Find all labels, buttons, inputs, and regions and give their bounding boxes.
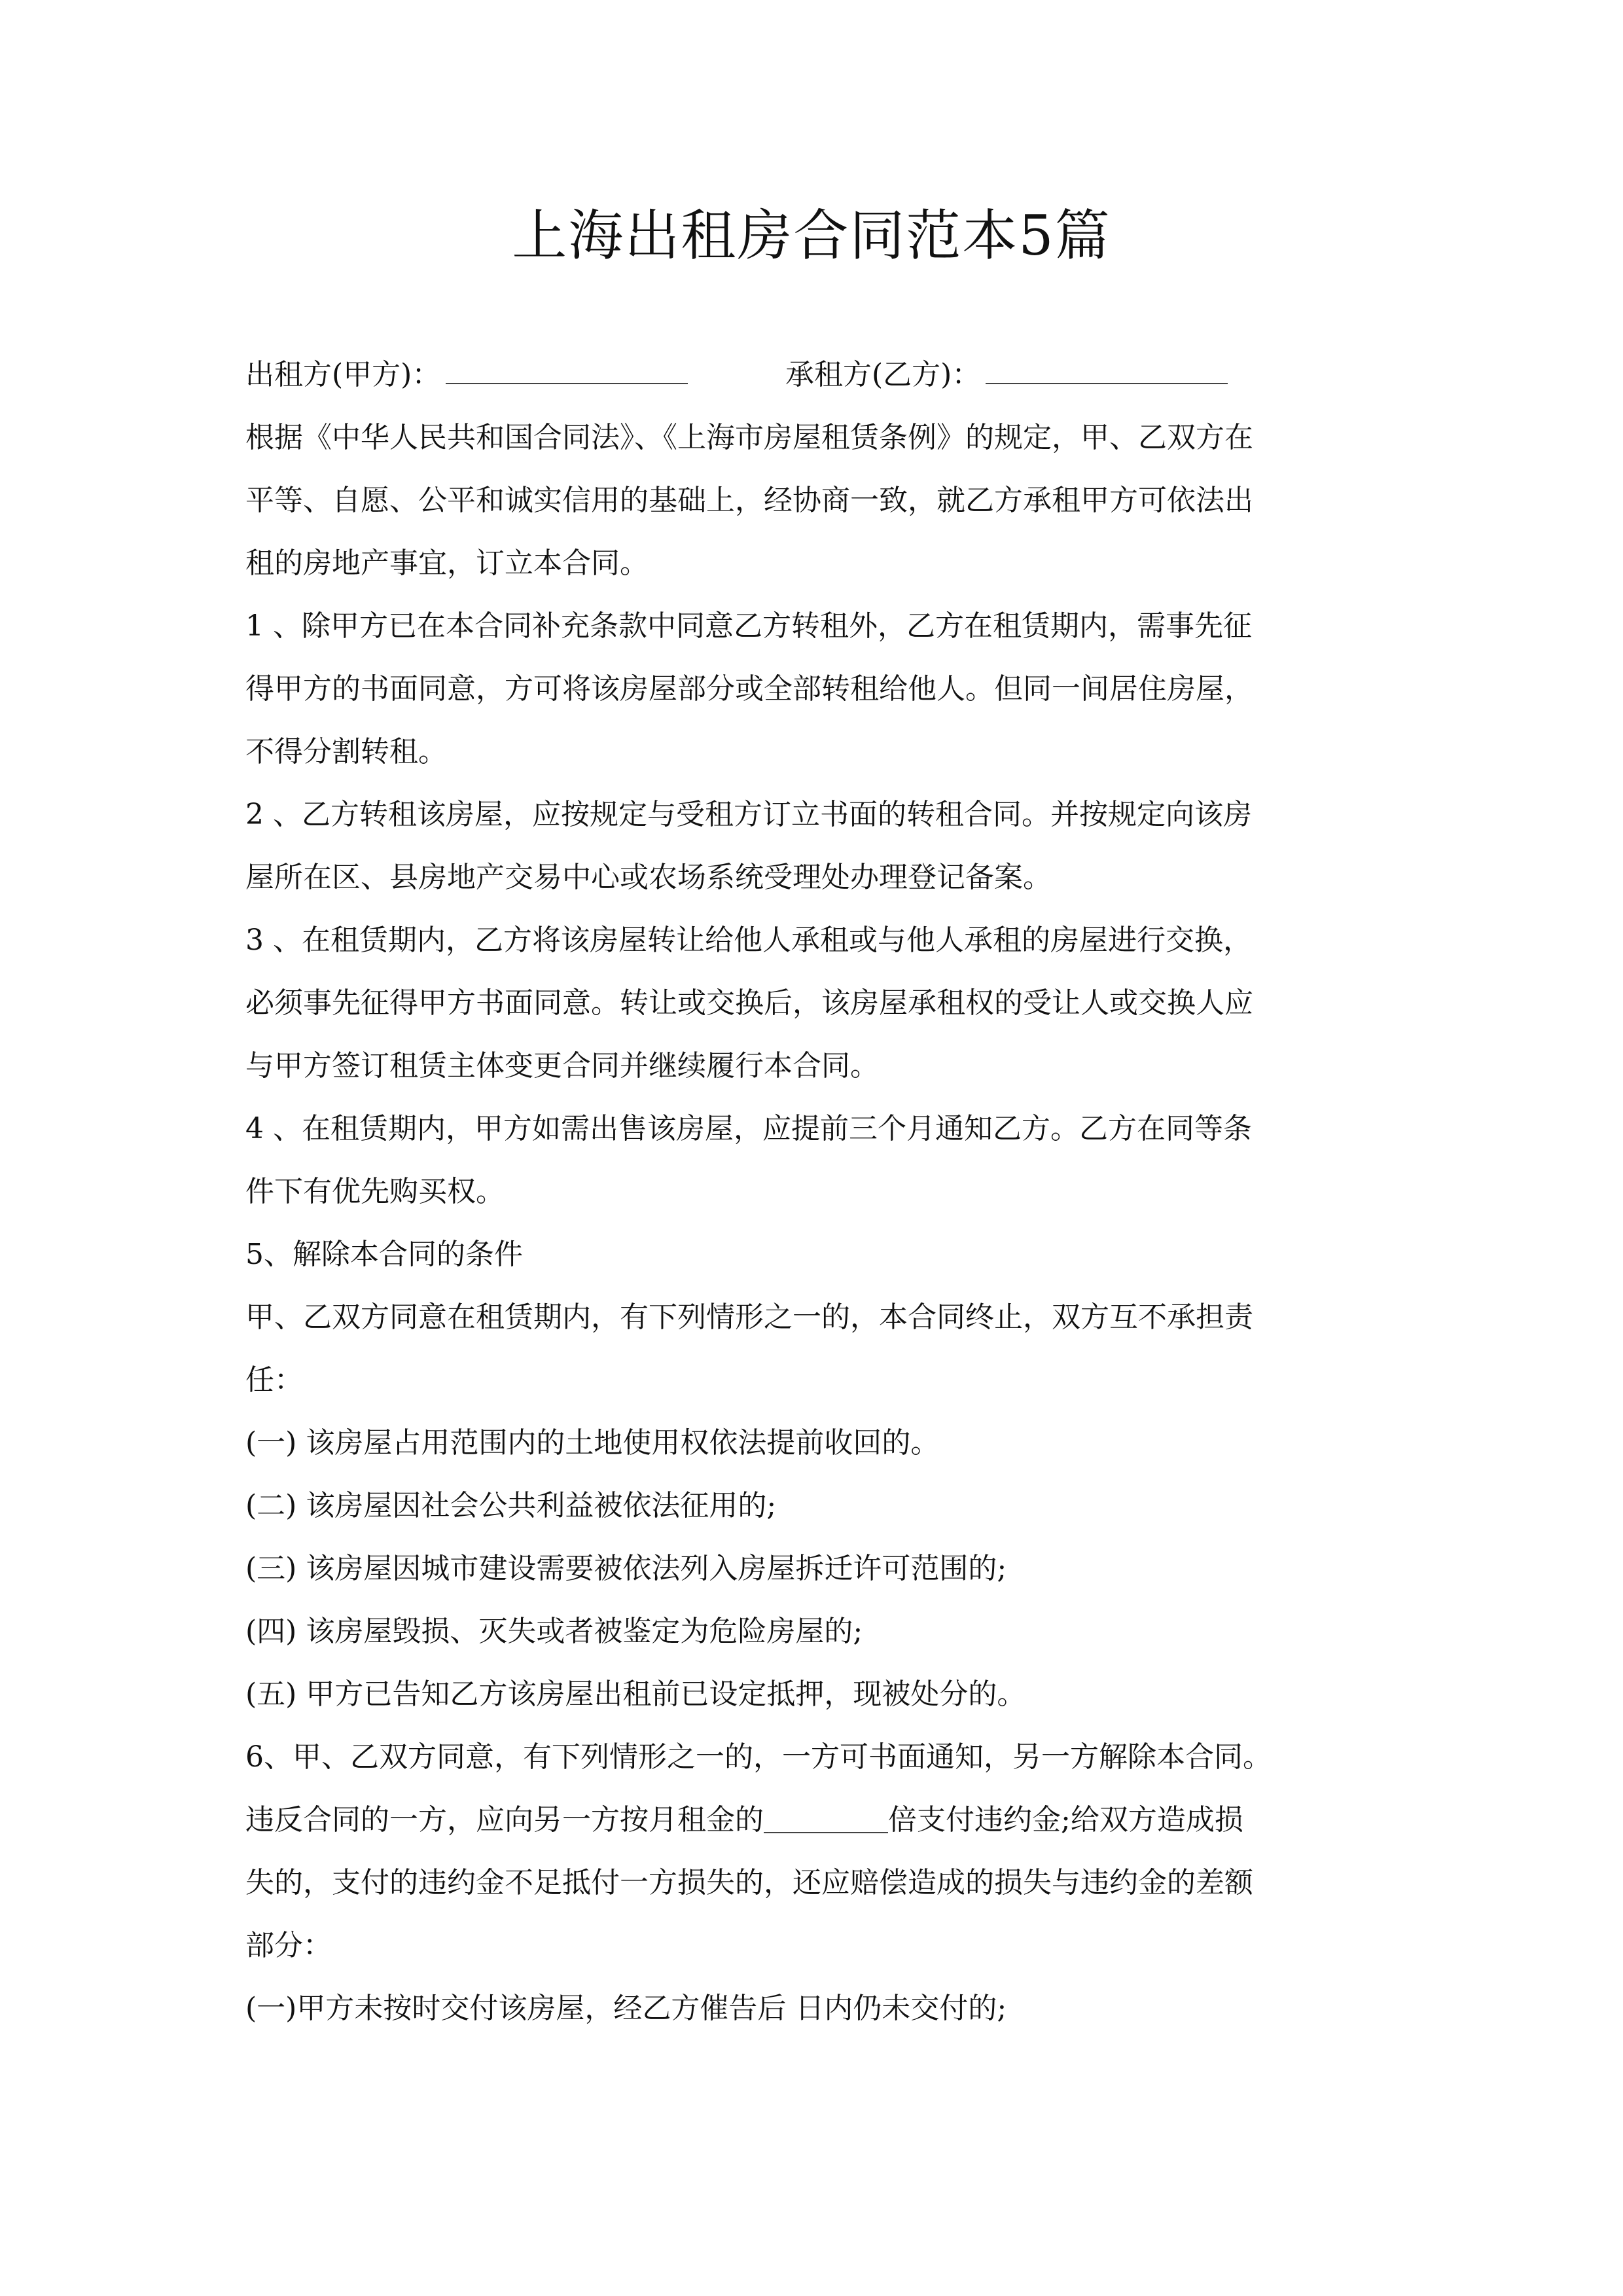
- text-line: 平等、自愿、公平和诚实信用的基础上，经协商一致，就乙方承租甲方可依法出: [245, 484, 1253, 517]
- text-line: 租的房地产事宜，订立本合同。: [245, 547, 649, 580]
- parties-line: [245, 344, 1384, 406]
- document-body: [245, 344, 1384, 2040]
- text-line: 甲、乙双方同意在租赁期内，有下列情形之一的，本合同终止，双方互不承担责: [245, 1300, 1253, 1334]
- document-title: 上海出租房合同范本5篇: [512, 204, 1111, 268]
- list-item: (二) 该房屋因社会公共利益被依法征用的;: [245, 1489, 777, 1522]
- text-line: 2 、乙方转租该房屋，应按规定与受租方订立书面的转租合同。并按规定向该房: [245, 798, 1252, 831]
- text-line: 6、甲、乙双方同意，有下列情形之一的，一方可书面通知，另一方解除本合同。: [245, 1740, 1272, 1774]
- text-line: 件下有优先购买权。: [245, 1175, 505, 1208]
- text-line: 根据《中华人民共和国合同法》、《上海市房屋租赁条例》的规定，甲、乙双方在: [245, 421, 1253, 454]
- list-item: (一) 该房屋占用范围内的土地使用权依法提前收回的。: [245, 1426, 940, 1460]
- list-item: (三) 该房屋因城市建设需要被依法列入房屋拆迁许可范围的;: [245, 1552, 1007, 1585]
- list-item: (五) 甲方已告知乙方该房屋出租前已设定抵押，现被处分的。: [245, 1677, 1026, 1711]
- penalty-multiplier-blank: [764, 1789, 888, 1833]
- text-line: 1 、除甲方已在本合同补充条款中同意乙方转租外，乙方在租赁期内，需事先征: [245, 609, 1252, 643]
- text-line: 失的，支付的违约金不足抵付一方损失的，还应赔偿造成的损失与违约金的差额: [245, 1866, 1253, 1899]
- text-line: 屋所在区、县房地产交易中心或农场系统受理处办理登记备案。: [245, 861, 1052, 894]
- text-line: 必须事先征得甲方书面同意。转让或交换后，该房屋承租权的受让人或交换人应: [245, 986, 1253, 1020]
- text-line: 4 、在租赁期内，甲方如需出售该房屋，应提前三个月通知乙方。乙方在同等条: [245, 1112, 1252, 1145]
- text-line: 3 、在租赁期内，乙方将该房屋转让给他人承租或与他人承租的房屋进行交换，: [245, 924, 1252, 957]
- penalty-text-after: 倍支付违约金;给双方造成损: [888, 1803, 1243, 1837]
- text-line: 任：: [245, 1363, 303, 1397]
- text-line: 部分：: [245, 1929, 332, 1962]
- penalty-text-before: 违反合同的一方，应向另一方按月租金的: [245, 1803, 764, 1837]
- text-line: 与甲方签订租赁主体变更合同并继续履行本合同。: [245, 1049, 879, 1083]
- lessor-label: 出租方(甲方)：: [245, 358, 441, 391]
- list-item: (一)甲方未按时交付该房屋，经乙方催告后 日内仍未交付的;: [245, 1992, 1007, 2025]
- penalty-line: [245, 1789, 1384, 1852]
- lessor-blank: [446, 344, 688, 384]
- section-heading: 5、解除本合同的条件: [245, 1238, 523, 1271]
- list-item: (四) 该房屋毁损、灭失或者被鉴定为危险房屋的;: [245, 1615, 863, 1648]
- lessee-field: [785, 344, 1228, 406]
- lessee-blank: [986, 344, 1228, 384]
- text-line: 不得分割转租。: [245, 735, 447, 768]
- text-line: 得甲方的书面同意，方可将该房屋部分或全部转租给他人。但同一间居住房屋，: [245, 672, 1253, 706]
- lessor-field: [245, 344, 688, 406]
- lessee-label: 承租方(乙方)：: [785, 358, 981, 391]
